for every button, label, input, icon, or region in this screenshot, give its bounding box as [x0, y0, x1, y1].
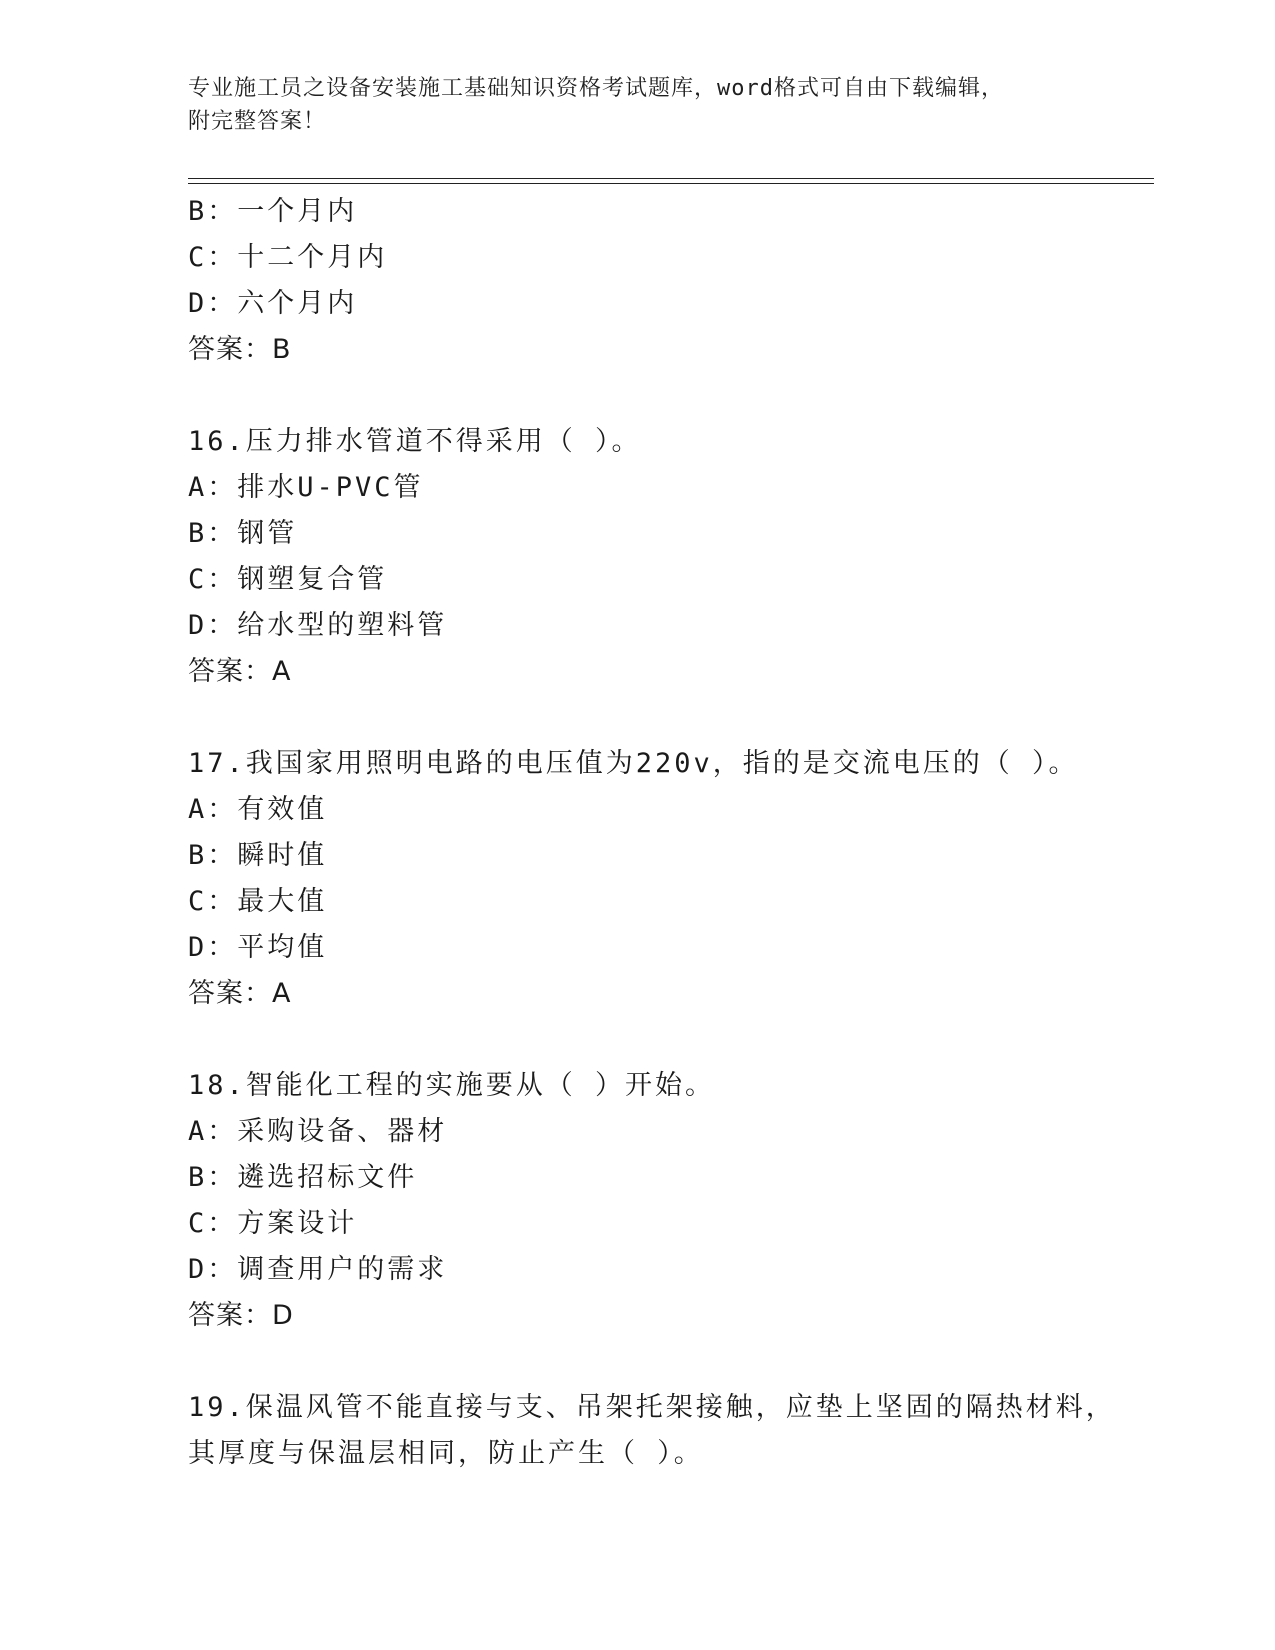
option-a: A：有效值 [188, 794, 328, 825]
option-d: D：给水型的塑料管 [188, 610, 448, 641]
question-15-block [188, 189, 1128, 373]
question-18-block [188, 1063, 1128, 1339]
option-d: D：平均值 [188, 932, 328, 963]
answer-line: 答案：A [188, 978, 292, 1009]
option-d: D：调查用户的需求 [188, 1254, 448, 1285]
header-line-1: 专业施工员之设备安装施工基础知识资格考试题库，word格式可自由下载编辑， [188, 76, 1004, 101]
header-divider-bottom [188, 183, 1154, 184]
answer-line: 答案：A [188, 656, 292, 687]
header-divider-top [188, 178, 1154, 179]
option-c: C：最大值 [188, 886, 328, 917]
question-text: 18.智能化工程的实施要从（ ）开始。 [188, 1070, 716, 1101]
question-19-block [188, 1385, 1128, 1477]
question-list [188, 189, 1128, 1477]
option-c: C：十二个月内 [188, 242, 388, 273]
header-line-2: 附完整答案！ [188, 109, 327, 134]
option-c: C：钢塑复合管 [188, 564, 388, 595]
answer-line: 答案：D [188, 1300, 294, 1331]
option-b: B：一个月内 [188, 196, 358, 227]
answer-line: 答案：B [188, 334, 292, 365]
question-text-line-1: 19.保温风管不能直接与支、吊架托架接触，应垫上坚固的隔热材料， [188, 1392, 1116, 1423]
option-c: C：方案设计 [188, 1208, 358, 1239]
option-a: A：排水U-PVC管 [188, 472, 424, 503]
question-text-line-2: 其厚度与保温层相同，防止产生（ ）。 [188, 1438, 704, 1469]
spacer [188, 373, 1128, 419]
spacer [188, 1017, 1128, 1063]
option-b: B：遴选招标文件 [188, 1162, 418, 1193]
option-d: D：六个月内 [188, 288, 358, 319]
question-text: 16.压力排水管道不得采用（ ）。 [188, 426, 642, 457]
option-b: B：瞬时值 [188, 840, 328, 871]
question-text: 17.我国家用照明电路的电压值为220v，指的是交流电压的（ ）。 [188, 748, 1079, 779]
spacer [188, 695, 1128, 741]
question-16-block [188, 419, 1128, 695]
spacer [188, 1339, 1128, 1385]
option-b: B：钢管 [188, 518, 298, 549]
document-header [188, 72, 1088, 138]
option-a: A：采购设备、器材 [188, 1116, 448, 1147]
question-17-block [188, 741, 1128, 1017]
